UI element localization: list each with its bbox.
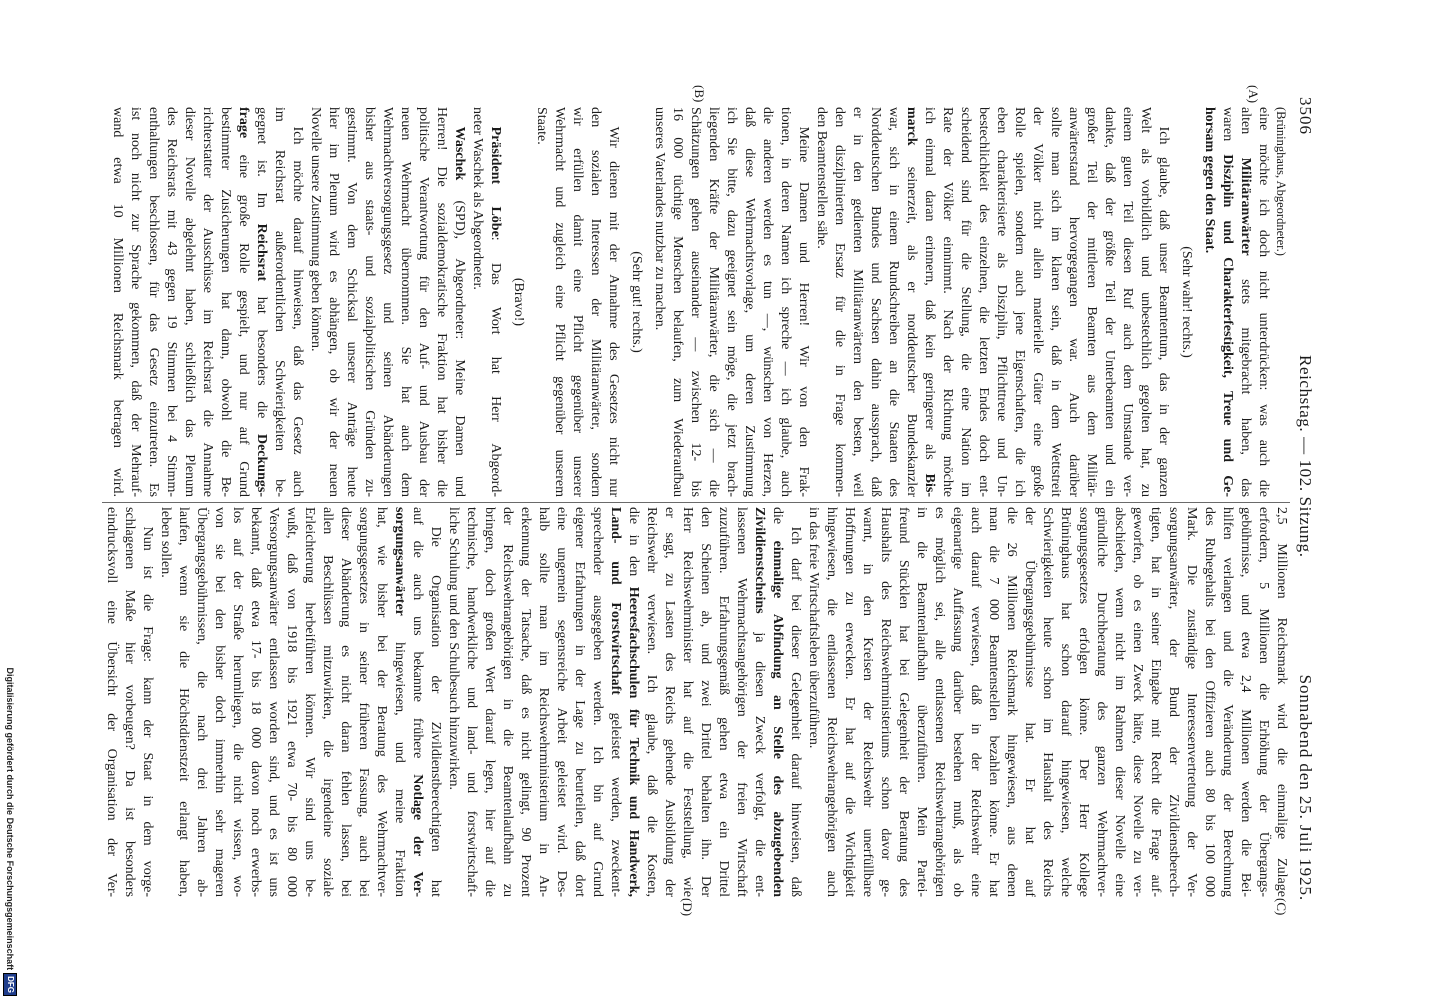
text-line: Mark. Die zuständige Interessenvertretung der Ver- — [1184, 507, 1199, 897]
text-line: (Sehr gut! rechts.) — [629, 251, 644, 353]
text-line — [1200, 107, 1218, 497]
text-line: eine möchte ich doch nicht unterdrücken: was auch die — [1256, 107, 1271, 497]
text-line: Rate der Völker einnimmt. Nach der Richtung möchte — [940, 107, 955, 497]
text-line: Ich glaube, daß unser Beamtentum, das in der ganzen — [1156, 126, 1171, 497]
paragraph — [532, 107, 622, 497]
text-line: dieser Novelle abgelehnt haben, schließlich das Plenum — [182, 107, 197, 497]
page-number: 3506 — [1296, 97, 1315, 135]
text-line: die 26 Millionen Reichsmark hingewiesen, aus denen — [1004, 507, 1019, 897]
text-line: großer Teil der mittleren Beamten aus dem Militär- — [1084, 107, 1099, 497]
text-line: gebührnisse, und etwa 2,4 Millionen werden die Bei- — [1238, 507, 1253, 897]
bold-run: Militäranwärter — [1238, 157, 1253, 256]
text-line: Novelle unsere Zustimmung geben können. — [308, 107, 323, 352]
page-header — [1292, 83, 1316, 917]
text-line: Herr Reichswehrminister hat auf die Feststellung, wie — [680, 507, 695, 897]
text-run: : Das Wort hat Herr Abgeord- — [488, 236, 503, 497]
digitization-credit — [3, 604, 17, 996]
bold-run: frage — [236, 107, 251, 139]
text-line: Wir dienen mit der Annahme des Gesetzes nicht nur — [606, 126, 621, 497]
text-line: Schwierigkeiten heute schon im Haushalt des Reichs — [1040, 507, 1055, 897]
text-line: liche Schulung und den Schulbesuch hinzuwirken. — [446, 507, 461, 791]
text-line — [624, 507, 642, 897]
dfg-logo: DFG — [3, 973, 17, 996]
paragraph — [108, 107, 306, 497]
text-line: politische Verantwortung für den Auf- und Ausbau der — [416, 107, 431, 497]
text-line: die anderen werden es tun —, wünschen von Herzen, — [760, 107, 775, 497]
text-line: Übergangsgebührnissen, die nach drei Jahren ab- — [194, 507, 209, 897]
text-line: warnt, in den Kreisen der Reichswehr unerfüllbare — [860, 507, 875, 897]
paragraph — [156, 507, 444, 897]
text-line: man die 7 000 Beamtenstellen bezahlen könne. Er hat — [986, 507, 1001, 897]
text-line: schlagenen Maße hier vorbeugen? Da ist besonders — [122, 507, 137, 897]
text-line: wußt, daß von 1918 bis 1921 etwa 70- bis 80 000 — [284, 507, 299, 897]
margin-marker-a: (A) — [1246, 85, 1261, 104]
text-line: richterstatter der Ausschüsse im Reichsrat die Annahme — [200, 107, 215, 497]
text-line: hier im Plenum wird es abhängen, ob wir der neuen — [326, 107, 341, 497]
text-line: eigener Erfahrungen in der Lage zu beurteilen, daß dort — [572, 507, 587, 897]
text-line: eine ungemein segensreiche Arbeit geleistet wird. Des- — [554, 507, 569, 897]
paragraph — [804, 507, 1290, 897]
text-line: eben charakterisierte als Disziplin, Pflichttreue und Un- — [994, 107, 1009, 497]
text-run: waren — [1220, 107, 1235, 155]
interjection — [1177, 107, 1195, 497]
text-line: er in den gedienten Militäranwärtern den besten, weil — [850, 107, 865, 497]
text-line — [1218, 107, 1236, 497]
text-line — [768, 507, 786, 897]
text-line — [1236, 107, 1254, 497]
text-run: stets mitgebracht haben, das — [1238, 255, 1253, 497]
text-line: Rolle spielen, sondern auch jene Eigenschaften, die ich — [1012, 107, 1027, 497]
text-line: sorgungsanwärter, der Bund der Zivildienstberech- — [1166, 507, 1181, 897]
text-line: allen Beschlüssen mitzuwirken, die irgendeine soziale — [320, 507, 335, 897]
text-line: im Reichsrat außerordentlichen Schwierigkeiten be- — [272, 107, 287, 497]
text-line: Welt als vorbildlich und unbestechlich gegolten hat, zu — [1138, 107, 1153, 497]
text-line: 2,5 Millionen Reichsmark wird die einmalige Zulage — [1274, 507, 1289, 897]
text-line: scheidend sind für die Stellung, die eine Nation im — [958, 107, 973, 497]
text-line: bestechlichkeit des einzelnen, die letzten Endes doch ent- — [976, 107, 991, 497]
text-line: technische, handwerkliche und land- und forstwirtschaft- — [464, 507, 479, 897]
credit-text: Digitalisierung gefördert durch die Deutsche Forschungsgemeinschaft — [5, 667, 15, 971]
text-line: (Brüninghaus, Abgeordneter.) — [1274, 107, 1288, 256]
text-run: ich einmal daran erinnern, daß kein geringerer als — [922, 107, 937, 474]
text-line: Ich darf bei dieser Gelegenheit darauf hinweisen, daß — [788, 526, 803, 897]
text-line: bekannt, daß etwa 17- bis 18 000 davon noch erwerbs- — [248, 507, 263, 897]
bold-run: Waschek — [452, 126, 467, 181]
text-line: in die Beamtenlaufbahn überzuführen. Mein Partei- — [914, 507, 929, 897]
text-line: abschieden, wenn nicht im Rahmen dieser Novelle eine — [1112, 507, 1127, 897]
text-line: den disziplinierten Ersatz für die in Frage kommen- — [832, 107, 847, 497]
text-line — [450, 107, 468, 497]
text-run: die in den — [626, 507, 641, 587]
text-line: der Übergangsgebührnisse hat. Er hat auf — [1022, 507, 1037, 897]
text-line — [902, 107, 920, 497]
running-head — [1272, 107, 1290, 497]
text-line: in das freie Wirtschaftsleben überzuführen. — [806, 507, 821, 749]
text-line: er sagt, zu Lasten des Reichs gehende Ausbildung der — [662, 507, 677, 897]
text-line: neuen Wehrmacht übernommen. Sie hat auch dem — [398, 107, 413, 497]
text-line: Haushalts des Reichswehrministeriums schon davor ge- — [878, 507, 893, 897]
text-line: dieser Abänderung es nicht daran fehlen lassen, bei — [338, 507, 353, 897]
text-line: hingewiesen, die entlassenen Reichswehrangehörigen auch — [824, 507, 839, 897]
paragraph — [650, 107, 812, 497]
text-run: ja diesen Zweck verfolgt, die ent- — [752, 613, 767, 897]
text-line — [750, 507, 768, 897]
bold-run: Disziplin und Charakterfestigkeit, Treue und Ge- — [1220, 154, 1235, 497]
interjection — [627, 107, 645, 497]
text-line: Staate. — [534, 107, 549, 145]
text-line: sorgungsgesetzes in seiner früheren Fassung, auch bei — [356, 507, 371, 897]
text-line: sprechender ausgegeben werden. Ich bin auf Grund — [590, 507, 605, 897]
text-line: Nun ist die Frage: kann der Staat in dem vorge- — [140, 526, 155, 897]
text-line: Brüninghaus hat schon darauf hingewiesen, welche — [1058, 507, 1073, 897]
text-line: (Bravo!) — [511, 277, 526, 327]
text-line: liegenden Kräfte der Militäranwärter, die sich — die — [706, 107, 721, 497]
session-title: Reichstag. — 102. Sitzung. — [1296, 355, 1315, 558]
text-line: daß diese Wehrmachtsvorlage, um deren Zustimmung — [742, 107, 757, 497]
text-run: seinerzeit, als er norddeutscher Bundeskanzler — [904, 145, 919, 497]
bold-run: sorgungsanwärter — [392, 507, 407, 616]
text-line: Meine Damen und Herren! Wir von den Frak- — [796, 126, 811, 497]
column-divider — [102, 502, 1290, 503]
text-line: 16 000 tüchtige Menschen belaufen, zum Wiederaufbau — [670, 107, 685, 497]
paragraph — [1200, 107, 1272, 497]
text-line: wand etwa 10 Millionen Reichsmark betragen wird. — [110, 107, 125, 497]
margin-marker-b: (B) — [692, 85, 707, 103]
text-line: Versorgungsanwärter entlassen worden sind, und es ist uns — [266, 507, 281, 897]
text-line: sollte man sich im klaren sein, daß in dem Wettstreit — [1048, 107, 1063, 497]
text-line: (Sehr wahr! rechts.) — [1179, 246, 1194, 358]
text-line: der Reichswehrangehörigen in die Beamtenlaufbahn zu — [500, 507, 515, 897]
text-line: ist noch nicht zur Sprache gekommen, daß der Mehrauf- — [128, 107, 143, 497]
text-line: erkennung der Tatsache, daß es nicht gelingt, 90 Prozent — [518, 507, 533, 897]
text-run: (SPD), Abgeordneter: Meine Damen und — [452, 180, 467, 497]
left-column — [108, 107, 1290, 497]
bold-run: marck — [904, 107, 919, 146]
text-line: erfordern, 5 Millionen die Erhöhung der Übergangs- — [1256, 507, 1271, 897]
text-line: hilfen verlangen und die Veränderung der Berechnung — [1220, 507, 1235, 897]
text-line: ich Sie bitte, dazu geeignet sein möge, die jetzt brach- — [724, 107, 739, 497]
text-line: dankte, daß der größte Teil der Unterbeamten und ein — [1102, 107, 1117, 497]
text-line: halb sollte man im Reichswehrministerium in An- — [536, 507, 551, 897]
text-line: bisher aus staats- und sozialpolitischen Gründen zu- — [362, 107, 377, 497]
text-line: gründliche Durchberatung des ganzen Wehrmachtver- — [1094, 507, 1109, 897]
text-line: sorgungsgesetzes erfolgen könne. Der Herr Kollege — [1076, 507, 1091, 897]
text-line: den Beamtenstellen sähe. — [814, 107, 829, 249]
bold-run: Präsident Löbe — [488, 126, 503, 237]
paragraph — [306, 107, 468, 497]
text-line — [390, 507, 408, 897]
text-line: Hoffnungen zu erwecken. Er hat auf die Wichtigkeit — [842, 507, 857, 897]
bold-run: horsam gegen den Staat. — [1202, 107, 1217, 254]
text-line: unseres Vaterlandes nutzbar zu machen. — [652, 107, 667, 331]
text-line: laufen, wenn sie die Höchstdienstzeit erlangt haben, — [176, 507, 191, 897]
text-line: Wehrmachtversorgungsgesetz und seinen Abänderungen — [380, 107, 395, 497]
paragraph — [102, 507, 156, 897]
text-line: eindrucksvoll eine Übersicht der Organisation der Ver- — [104, 507, 119, 897]
margin-marker-c: (C) — [1274, 898, 1289, 916]
text-line: Schätzungen gehen auseinander — zwischen 12- bis — [688, 107, 703, 497]
text-line: von sie bei den bisher doch immerhin sehr mageren — [212, 507, 227, 897]
text-line — [408, 507, 426, 897]
right-column — [102, 507, 1290, 897]
session-date: Sonnabend den 25. Juli 1925. — [1296, 674, 1315, 901]
bold-run: Deckungs- — [254, 433, 269, 497]
text-run: hat besonders die — [254, 281, 269, 434]
bold-run: einmalige Abfindung an Stelle des abzugebenden — [770, 540, 785, 897]
text-line: des Reichsrats mit 43 gegen 19 Stimmen bei 4 Stimm- — [164, 107, 179, 497]
text-line: tigten, hat in seiner Eingabe mit Recht die Frage auf- — [1148, 507, 1163, 897]
text-line: hat, wie bisher bei der Beratung des Wehrmachtver- — [374, 507, 389, 897]
text-line: gestimmt. Von dem Schicksal unserer Anträge heute — [344, 107, 359, 497]
paragraph — [812, 107, 1172, 497]
text-line: wir erfüllen damit eine Pflicht gegenüber unserer — [570, 107, 585, 497]
text-line: einem guten Teil diesen Ruf auch dem Umstande ver- — [1120, 107, 1135, 497]
text-line — [234, 107, 252, 497]
text-line: Erleichterung herbeiführen können. Wir sind uns be- — [302, 507, 317, 897]
text-line — [486, 107, 504, 497]
text-line: den Scheinen ab, und zwei Drittel behalten ihn. Der — [698, 507, 713, 897]
text-line: freund Stücklen hat bei Gelegenheit der Beratung des — [896, 507, 911, 897]
text-line: anwärterstand hervorgegangen war. Auch darüber — [1066, 107, 1081, 497]
bold-run: Land- und Forstwirtschaft — [608, 507, 623, 695]
bold-run: Reichsrat — [254, 223, 269, 282]
paragraph — [468, 107, 504, 497]
text-run: auf die auch uns bekannte frühere — [410, 507, 425, 775]
text-run: hingewiesen, und meine Fraktion — [392, 615, 407, 897]
text-line: geworfen, ob es einen Zweck hätte, diese Novelle zu ver- — [1130, 507, 1145, 897]
text-line: Reichswehr verwiesen. Ich glaube, daß die Kosten, — [644, 507, 659, 897]
scanned-page — [98, 83, 1322, 917]
text-line: leben sollen. — [158, 507, 173, 578]
text-line: lassenen Wehrmachtsangehörigen der freien Wirtschaft — [734, 507, 749, 897]
text-line: den sozialen Interessen der Militäranwärter, sondern — [588, 107, 603, 497]
text-line: eigenartige Auffassung darüber bestehen muß, als ob — [950, 507, 965, 897]
paragraph — [444, 507, 804, 897]
margin-marker-d: (D) — [680, 898, 695, 917]
text-run: geleistet werden, zweckent- — [608, 694, 623, 897]
text-line: es möglich sei, alle entlassenen Reichswehrangehörigen — [932, 507, 947, 897]
text-line: los auf der Straße herumliegen, die nicht wissen, wo- — [230, 507, 245, 897]
text-line: Die Organisation der Zivildienstberechtigten hat — [428, 526, 443, 897]
text-line: Wehrmacht und zugleich eine Pflicht gegenüber unserem — [552, 107, 567, 497]
text-run: eine große Rolle gespielt, und nur auf Grund — [236, 138, 251, 497]
bold-run: Notlage der Ver- — [410, 774, 425, 897]
interjection — [509, 107, 527, 497]
text-line: Ich möchte darauf hinweisen, daß das Gesetz auch — [290, 126, 305, 497]
text-line: der Völker nicht allein materielle Güter eine große — [1030, 107, 1045, 497]
text-line: tionen, in deren Namen ich spreche — ich glaube, auch — [778, 107, 793, 497]
text-line: bringen, doch großen Wert darauf legen, hier auf die — [482, 507, 497, 897]
text-run: gegnet ist. Im — [254, 107, 269, 224]
bold-run: Bis- — [922, 473, 937, 497]
text-line: auch darauf verwiesen, daß in der Reichswehr eine — [968, 507, 983, 897]
text-run: alten — [1238, 107, 1253, 158]
bold-run: Zivildienstscheins — [752, 507, 767, 614]
text-line: Norddeutschen Bundes und Sachsen dahin aussprach, daß — [868, 107, 883, 497]
text-line: enthaltungen beschlossen, für das Gesetz einzutreten. Es — [146, 107, 161, 497]
text-line: war, sich in einem Rundschreiben an die Staaten des — [886, 107, 901, 497]
text-line — [252, 107, 270, 497]
text-line — [920, 107, 938, 497]
text-line: Herren! Die sozialdemokratische Fraktion hat bisher die — [434, 107, 449, 497]
text-line: zuzuführen. Erfahrungsgemäß gehen etwa ein Drittel — [716, 507, 731, 897]
text-line: neter Waschek als Abgeordneter. — [470, 107, 485, 290]
bold-run: Heeresfachschulen für Technik und Handwerk, — [626, 586, 641, 897]
text-line: des Ruhegehalts bei den Offizieren auch 80 bis 100 000 — [1202, 507, 1217, 897]
text-run: die — [770, 507, 785, 541]
text-line: bestimmter Zusicherungen hat dann, obwohl die Be- — [218, 107, 233, 497]
text-line — [606, 507, 624, 897]
